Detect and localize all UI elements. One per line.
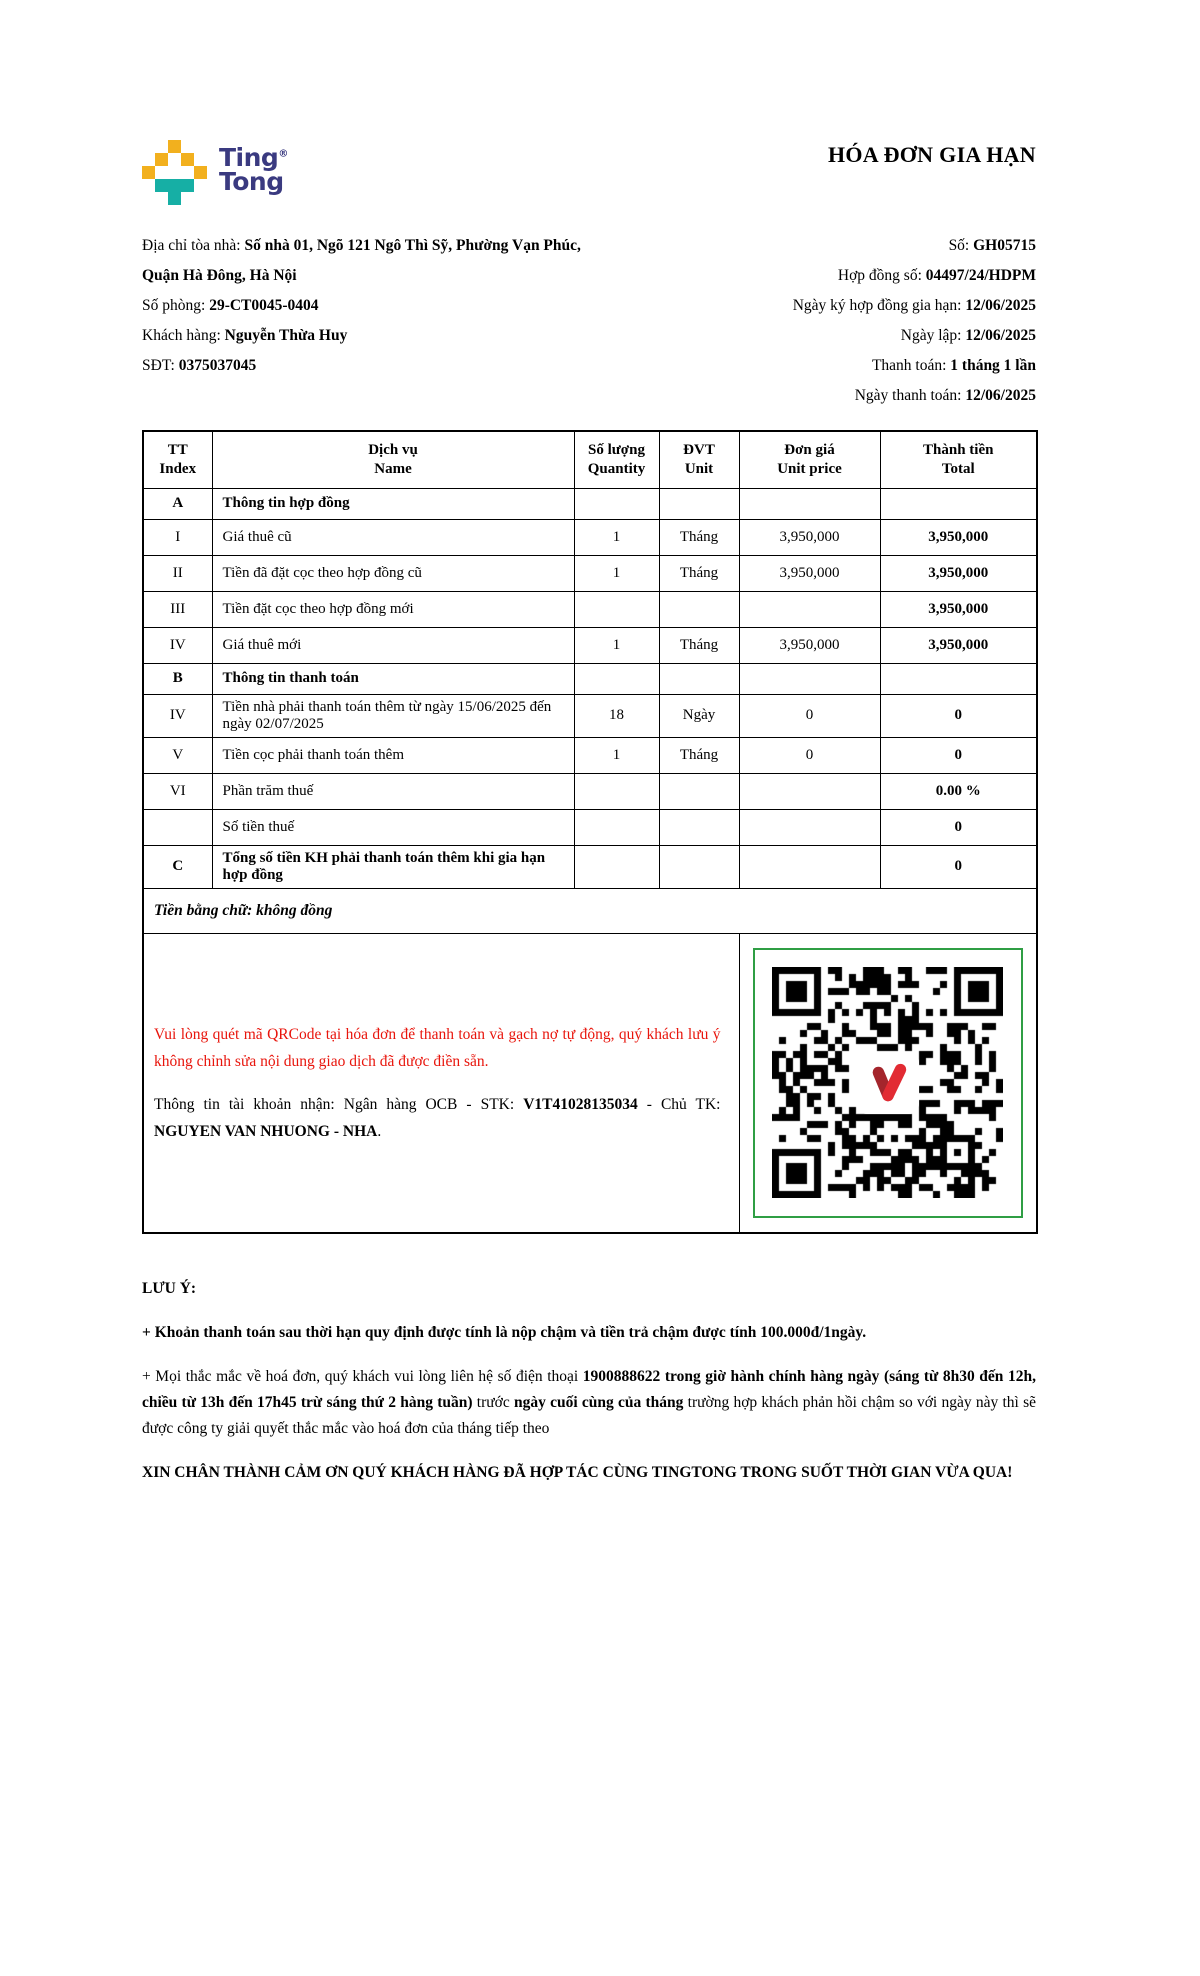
- text-segment: Thanh toán:: [871, 357, 951, 374]
- cell-price: [739, 663, 880, 694]
- bank-account-text: [154, 1091, 721, 1145]
- text-segment: Địa chỉ tòa nhà:: [142, 237, 245, 254]
- text-segment: 12/06/2025: [965, 297, 1036, 314]
- heart-v-icon: [857, 1052, 919, 1114]
- cell-qty: 18: [574, 694, 659, 737]
- text-segment: Số nhà 01, Ngõ 121 Ngô Thì Sỹ, Phường Vạn Phúc, Quận Hà Đông, Hà Nội: [142, 237, 581, 284]
- cell-qty: 1: [574, 737, 659, 773]
- tingtong-logo: [142, 140, 288, 205]
- cell-unit: Tháng: [659, 519, 739, 555]
- cell-name: Phần trăm thuế: [212, 773, 574, 809]
- text-segment: Nguyễn Thừa Huy: [224, 327, 348, 344]
- cell-total: 3,950,000: [880, 627, 1037, 663]
- text-segment: Ngày thanh toán:: [854, 387, 966, 404]
- col-header-quantity: Số lượng Quantity: [574, 431, 659, 488]
- info-left-block: [142, 231, 600, 411]
- cell-index: A: [143, 488, 212, 519]
- table-row: [143, 694, 1037, 737]
- amount-in-words: Tiền bằng chữ: không đồng: [143, 888, 1037, 933]
- invoice-title: HÓA ĐƠN GIA HẠN: [827, 142, 1036, 167]
- cell-total: 0.00 %: [880, 773, 1037, 809]
- table-section-row: [143, 488, 1037, 519]
- amount-in-words-row: [143, 888, 1037, 933]
- cell-price: 0: [739, 694, 880, 737]
- late-payment-note: + Khoản thanh toán sau thời hạn quy định được tính là nộp chậm và tiền trả chậm được tính 100.000đ/1ngày.: [142, 1324, 867, 1341]
- cell-price: 0: [739, 737, 880, 773]
- cell-name: Thông tin hợp đồng: [212, 488, 574, 519]
- payment-cycle-line: [793, 351, 1036, 381]
- tingtong-wordmark: [219, 143, 288, 196]
- cell-unit: [659, 663, 739, 694]
- text-segment: - Chủ TK:: [637, 1095, 721, 1113]
- payment-date-line: [793, 381, 1036, 411]
- invoice-number-line: [793, 231, 1036, 261]
- cell-total: 0: [880, 694, 1037, 737]
- cell-unit: [659, 488, 739, 519]
- text-segment: trước: [472, 1394, 514, 1411]
- table-row: [143, 591, 1037, 627]
- cell-qty: [574, 663, 659, 694]
- cell-name: Tổng số tiền KH phải thanh toán thêm khi gia hạn hợp đồng: [212, 845, 574, 888]
- cell-price: 3,950,000: [739, 555, 880, 591]
- table-footer: [143, 888, 1037, 1233]
- contract-number-line: [793, 261, 1036, 291]
- issue-date-line: [793, 321, 1036, 351]
- cell-total: [880, 488, 1037, 519]
- col-header-unit-price: Đơn giá Unit price: [739, 431, 880, 488]
- text-segment: GH05715: [973, 237, 1036, 254]
- text-segment: SĐT:: [142, 357, 179, 374]
- cell-index: V: [143, 737, 212, 773]
- text-segment: NGUYEN VAN NHUONG - NHA: [154, 1122, 378, 1140]
- hotline-note: [142, 1364, 1036, 1442]
- cell-unit: Tháng: [659, 737, 739, 773]
- cell-qty: [574, 488, 659, 519]
- col-header-name: Dịch vụ Name: [212, 431, 574, 488]
- thanks-text: XIN CHÂN THÀNH CẢM ƠN QUÝ KHÁCH HÀNG ĐÃ HỢP TÁC CÙNG TINGTONG TRONG SUỐT THỜI GIAN VỪA QUA!: [142, 1464, 1013, 1481]
- tingtong-logo-icon: [142, 140, 207, 205]
- cell-qty: [574, 809, 659, 845]
- cell-unit: [659, 773, 739, 809]
- cell-qty: [574, 591, 659, 627]
- cell-price: 3,950,000: [739, 519, 880, 555]
- text-segment: 1900888622 trong giờ hành chính hàng ngày (sáng từ 8h30 đến 12h, chiều từ 13h đến 17h45 trừ sáng thứ 2 hàng tuần): [142, 1368, 1036, 1411]
- cell-index: VI: [143, 773, 212, 809]
- phone-line: [142, 351, 600, 381]
- text-segment: 0375037045: [178, 357, 257, 374]
- cell-price: [739, 591, 880, 627]
- table-section-row: [143, 663, 1037, 694]
- cell-name: Tiền đặt cọc theo hợp đồng mới: [212, 591, 574, 627]
- cell-name: Thông tin thanh toán: [212, 663, 574, 694]
- text-segment: Ngày ký hợp đồng gia hạn:: [792, 297, 966, 314]
- cell-price: [739, 845, 880, 888]
- cell-unit: [659, 591, 739, 627]
- cell-index: I: [143, 519, 212, 555]
- cell-price: 3,950,000: [739, 627, 880, 663]
- brand-line2: Tong: [219, 167, 284, 196]
- payment-instructions-cell: [143, 933, 739, 1233]
- cell-name: Giá thuê mới: [212, 627, 574, 663]
- col-header-index: TT Index: [143, 431, 212, 488]
- text-segment: 04497/24/HDPM: [925, 267, 1036, 284]
- table-row: [143, 555, 1037, 591]
- text-segment: Hợp đồng số:: [837, 267, 926, 284]
- table-section-row: [143, 845, 1037, 888]
- cell-qty: 1: [574, 519, 659, 555]
- table-row: [143, 519, 1037, 555]
- renewal-sign-date-line: [793, 291, 1036, 321]
- header: [142, 140, 1036, 205]
- cell-index: IV: [143, 627, 212, 663]
- address-line: [142, 231, 600, 291]
- invoice-content: [142, 0, 1036, 1486]
- cell-total: 0: [880, 809, 1037, 845]
- qr-warning-text: Vui lòng quét mã QRCode tại hóa đơn để thanh toán và gạch nợ tự động, quý khách lưu ý không chỉnh sửa nội dung giao dịch đã được điền sẵn.: [154, 1025, 721, 1070]
- table-row: [143, 627, 1037, 663]
- cell-name: Tiền cọc phải thanh toán thêm: [212, 737, 574, 773]
- text-segment: 12/06/2025: [965, 327, 1036, 344]
- col-header-unit: ĐVT Unit: [659, 431, 739, 488]
- text-segment: Số:: [948, 237, 974, 254]
- cell-name: Tiền đã đặt cọc theo hợp đồng cũ: [212, 555, 574, 591]
- cell-name: Số tiền thuế: [212, 809, 574, 845]
- qr-row: [143, 933, 1037, 1233]
- cell-index: II: [143, 555, 212, 591]
- notes-heading: LƯU Ý:: [142, 1280, 197, 1297]
- cell-price: [739, 809, 880, 845]
- text-segment: 1 tháng 1 lần: [950, 357, 1036, 374]
- text-segment: Thông tin tài khoản nhận: Ngân hàng OCB - STK:: [154, 1095, 524, 1113]
- cell-name: Giá thuê cũ: [212, 519, 574, 555]
- cell-unit: Ngày: [659, 694, 739, 737]
- cell-price: [739, 488, 880, 519]
- qr-box: [753, 948, 1023, 1218]
- cell-total: 3,950,000: [880, 555, 1037, 591]
- cell-total: 0: [880, 737, 1037, 773]
- text-segment: + Mọi thắc mắc về hoá đơn, quý khách vui lòng liên hệ số điện thoại: [142, 1368, 583, 1385]
- text-segment: Ngày lập:: [900, 327, 966, 344]
- cell-unit: [659, 809, 739, 845]
- invoice-table: [142, 430, 1038, 1234]
- cell-index: [143, 809, 212, 845]
- text-segment: Khách hàng:: [142, 327, 225, 344]
- text-segment: trường hợp khách phản hồi chậm so với ngày này thì sẽ được công ty giải quyết thắc mắc vào hoá đơn của tháng tiếp theo: [142, 1394, 1037, 1437]
- cell-total: 3,950,000: [880, 591, 1037, 627]
- table-header-row: [143, 431, 1037, 488]
- text-segment: Số phòng:: [142, 297, 210, 314]
- cell-unit: Tháng: [659, 627, 739, 663]
- cell-index: C: [143, 845, 212, 888]
- registered-mark: ®: [278, 148, 288, 160]
- cell-total: 3,950,000: [880, 519, 1037, 555]
- cell-index: B: [143, 663, 212, 694]
- cell-total: [880, 663, 1037, 694]
- table-header: [143, 431, 1037, 488]
- cell-qty: 1: [574, 627, 659, 663]
- col-header-total: Thành tiền Total: [880, 431, 1037, 488]
- cell-index: III: [143, 591, 212, 627]
- text-segment: ngày cuối cùng của tháng: [513, 1394, 684, 1411]
- table-body: [143, 488, 1037, 888]
- table-row: [143, 809, 1037, 845]
- notes-section: [142, 1276, 1036, 1486]
- text-segment: V1T41028135034: [523, 1095, 638, 1113]
- text-segment: .: [377, 1122, 382, 1140]
- cell-unit: [659, 845, 739, 888]
- cell-qty: 1: [574, 555, 659, 591]
- table-row: [143, 773, 1037, 809]
- qr-cell: [739, 933, 1037, 1233]
- cell-name: Tiền nhà phải thanh toán thêm từ ngày 15/06/2025 đến ngày 02/07/2025: [212, 694, 574, 737]
- cell-qty: [574, 845, 659, 888]
- text-segment: 12/06/2025: [965, 387, 1036, 404]
- cell-total: 0: [880, 845, 1037, 888]
- text-segment: 29-CT0045-0404: [209, 297, 319, 314]
- brand-line1: Ting: [219, 143, 279, 172]
- customer-line: [142, 321, 600, 351]
- invoice-info: [142, 231, 1036, 411]
- cell-qty: [574, 773, 659, 809]
- cell-index: IV: [143, 694, 212, 737]
- cell-price: [739, 773, 880, 809]
- info-right-block: [793, 231, 1036, 411]
- room-line: [142, 291, 600, 321]
- cell-unit: Tháng: [659, 555, 739, 591]
- table-row: [143, 737, 1037, 773]
